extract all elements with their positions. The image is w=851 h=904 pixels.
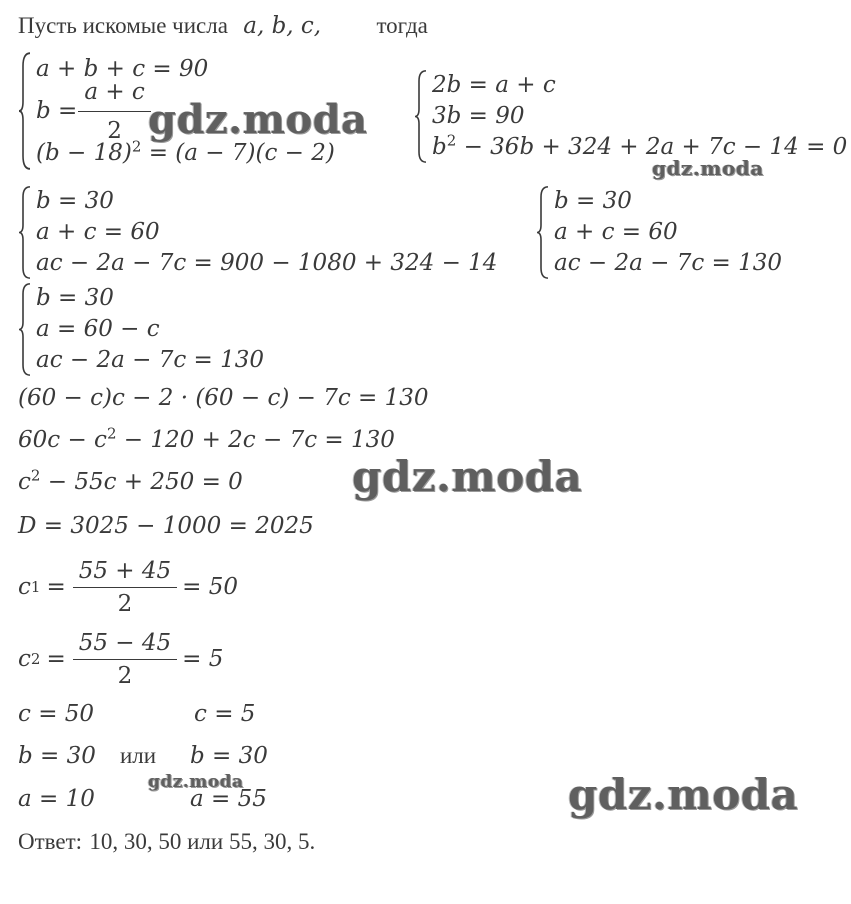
root-c2-rhs: = 5 xyxy=(182,646,224,672)
system-2 xyxy=(414,70,847,163)
system-2-row-3-a: b xyxy=(432,134,447,160)
result-c-right xyxy=(194,700,255,728)
brace-icon xyxy=(18,186,32,279)
equation-3 xyxy=(18,468,243,496)
root-c1-eq: = xyxy=(46,574,66,600)
system-4-row-1: b = 30 xyxy=(554,188,632,214)
equation-2 xyxy=(18,426,395,454)
result-a-right-text: a = 55 xyxy=(190,786,267,812)
system-4-row-3: ac − 2a − 7c = 130 xyxy=(554,250,783,276)
fraction-numerator: 55 + 45 xyxy=(78,557,172,584)
answer-values: 10, 30, 50 или 55, 30, 5. xyxy=(89,829,316,854)
result-a-left xyxy=(18,785,95,813)
fraction-denominator: 2 xyxy=(73,587,177,618)
system-3-row-2: a + c = 60 xyxy=(36,219,160,245)
system-1-row-1: a + b + c = 90 xyxy=(36,56,209,82)
fraction-denominator: 2 xyxy=(78,111,151,148)
exponent: 2 xyxy=(131,137,142,156)
result-b-right-text: b = 30 xyxy=(190,743,268,769)
watermark: gdz.moda xyxy=(148,96,368,143)
intro-prefix: Пусть искомые числа xyxy=(18,13,228,38)
root-c2: c 2 = $\frac{55 - 45}{2}$ = 5 xyxy=(18,629,224,689)
brace-icon xyxy=(414,70,428,163)
equation-3-b: − 55c + 250 = 0 xyxy=(40,469,243,495)
result-or xyxy=(120,742,156,770)
system-4-row-2: a + c = 60 xyxy=(554,219,678,245)
system-2-row-3-b: − 36b + 324 + 2a + 7c − 14 = 0 xyxy=(456,134,848,160)
equation-2-a: 60c − c xyxy=(18,427,107,453)
watermark: gdz.moda xyxy=(148,772,244,792)
system-5-row-2: a = 60 − c xyxy=(36,316,160,342)
watermark: gdz.moda xyxy=(352,452,583,501)
system-2-row-1: 2b = a + c xyxy=(432,72,556,98)
fraction-denominator: 2 xyxy=(73,659,177,690)
result-b-left xyxy=(18,742,96,770)
equation-1-text: (60 − c)c − 2 · (60 − c) − 7c = 130 xyxy=(18,385,429,411)
answer-label: Ответ: xyxy=(18,829,83,854)
brace-icon xyxy=(18,52,32,170)
system-3-row-1: b = 30 xyxy=(36,188,114,214)
fraction-numerator: a + c xyxy=(84,78,145,105)
system-3 xyxy=(18,186,497,279)
root-c1: c 1 = $\frac{55 + 45}{2}$ = 50 xyxy=(18,557,239,617)
exponent: 2 xyxy=(106,424,117,443)
watermark: gdz.moda xyxy=(568,770,799,819)
answer-line xyxy=(18,828,315,856)
watermark: gdz.moda xyxy=(652,156,764,180)
system-2-row-2: 3b = 90 xyxy=(432,103,525,129)
result-b-right xyxy=(190,742,268,770)
fraction xyxy=(76,629,174,690)
system-5 xyxy=(18,283,264,376)
result-c-right-text: c = 5 xyxy=(194,701,256,727)
fraction xyxy=(76,557,174,618)
discriminant xyxy=(18,512,314,540)
result-a-left-text: a = 10 xyxy=(18,786,95,812)
equation-3-a: c xyxy=(18,469,31,495)
result-b-left-text: b = 30 xyxy=(18,743,96,769)
equation-2-b: − 120 + 2c − 7c = 130 xyxy=(116,427,395,453)
exponent: 2 xyxy=(446,131,457,150)
system-4 xyxy=(536,186,782,279)
intro-line xyxy=(18,12,428,40)
result-c-left-text: c = 50 xyxy=(18,701,95,727)
fraction-numerator: 55 − 45 xyxy=(78,629,172,656)
result-c-left xyxy=(18,700,94,728)
root-c1-rhs: = 50 xyxy=(182,574,239,600)
brace-icon xyxy=(18,283,32,376)
system-3-row-3: ac − 2a − 7c = 900 − 1080 + 324 − 14 xyxy=(36,250,498,276)
root-c2-eq: = xyxy=(46,646,66,672)
equation-1 xyxy=(18,384,429,412)
intro-then: тогда xyxy=(376,13,428,38)
system-1-row-3-rhs: = (a − 7)(c − 2) xyxy=(141,140,335,166)
root-c2-base: c xyxy=(18,646,31,672)
discriminant-text: D = 3025 − 1000 = 2025 xyxy=(18,513,314,539)
root-c1-base: c xyxy=(18,574,31,600)
system-5-row-1: b = 30 xyxy=(36,285,114,311)
system-5-row-3: ac − 2a − 7c = 130 xyxy=(36,347,265,373)
result-or-text: или xyxy=(120,743,157,768)
system-1-row-3-base: (b − 18) xyxy=(36,140,132,166)
system-1-row-2-lhs: b = xyxy=(36,98,78,124)
brace-icon xyxy=(536,186,550,279)
exponent: 2 xyxy=(30,466,41,485)
intro-vars: a, b, c, xyxy=(243,13,322,39)
